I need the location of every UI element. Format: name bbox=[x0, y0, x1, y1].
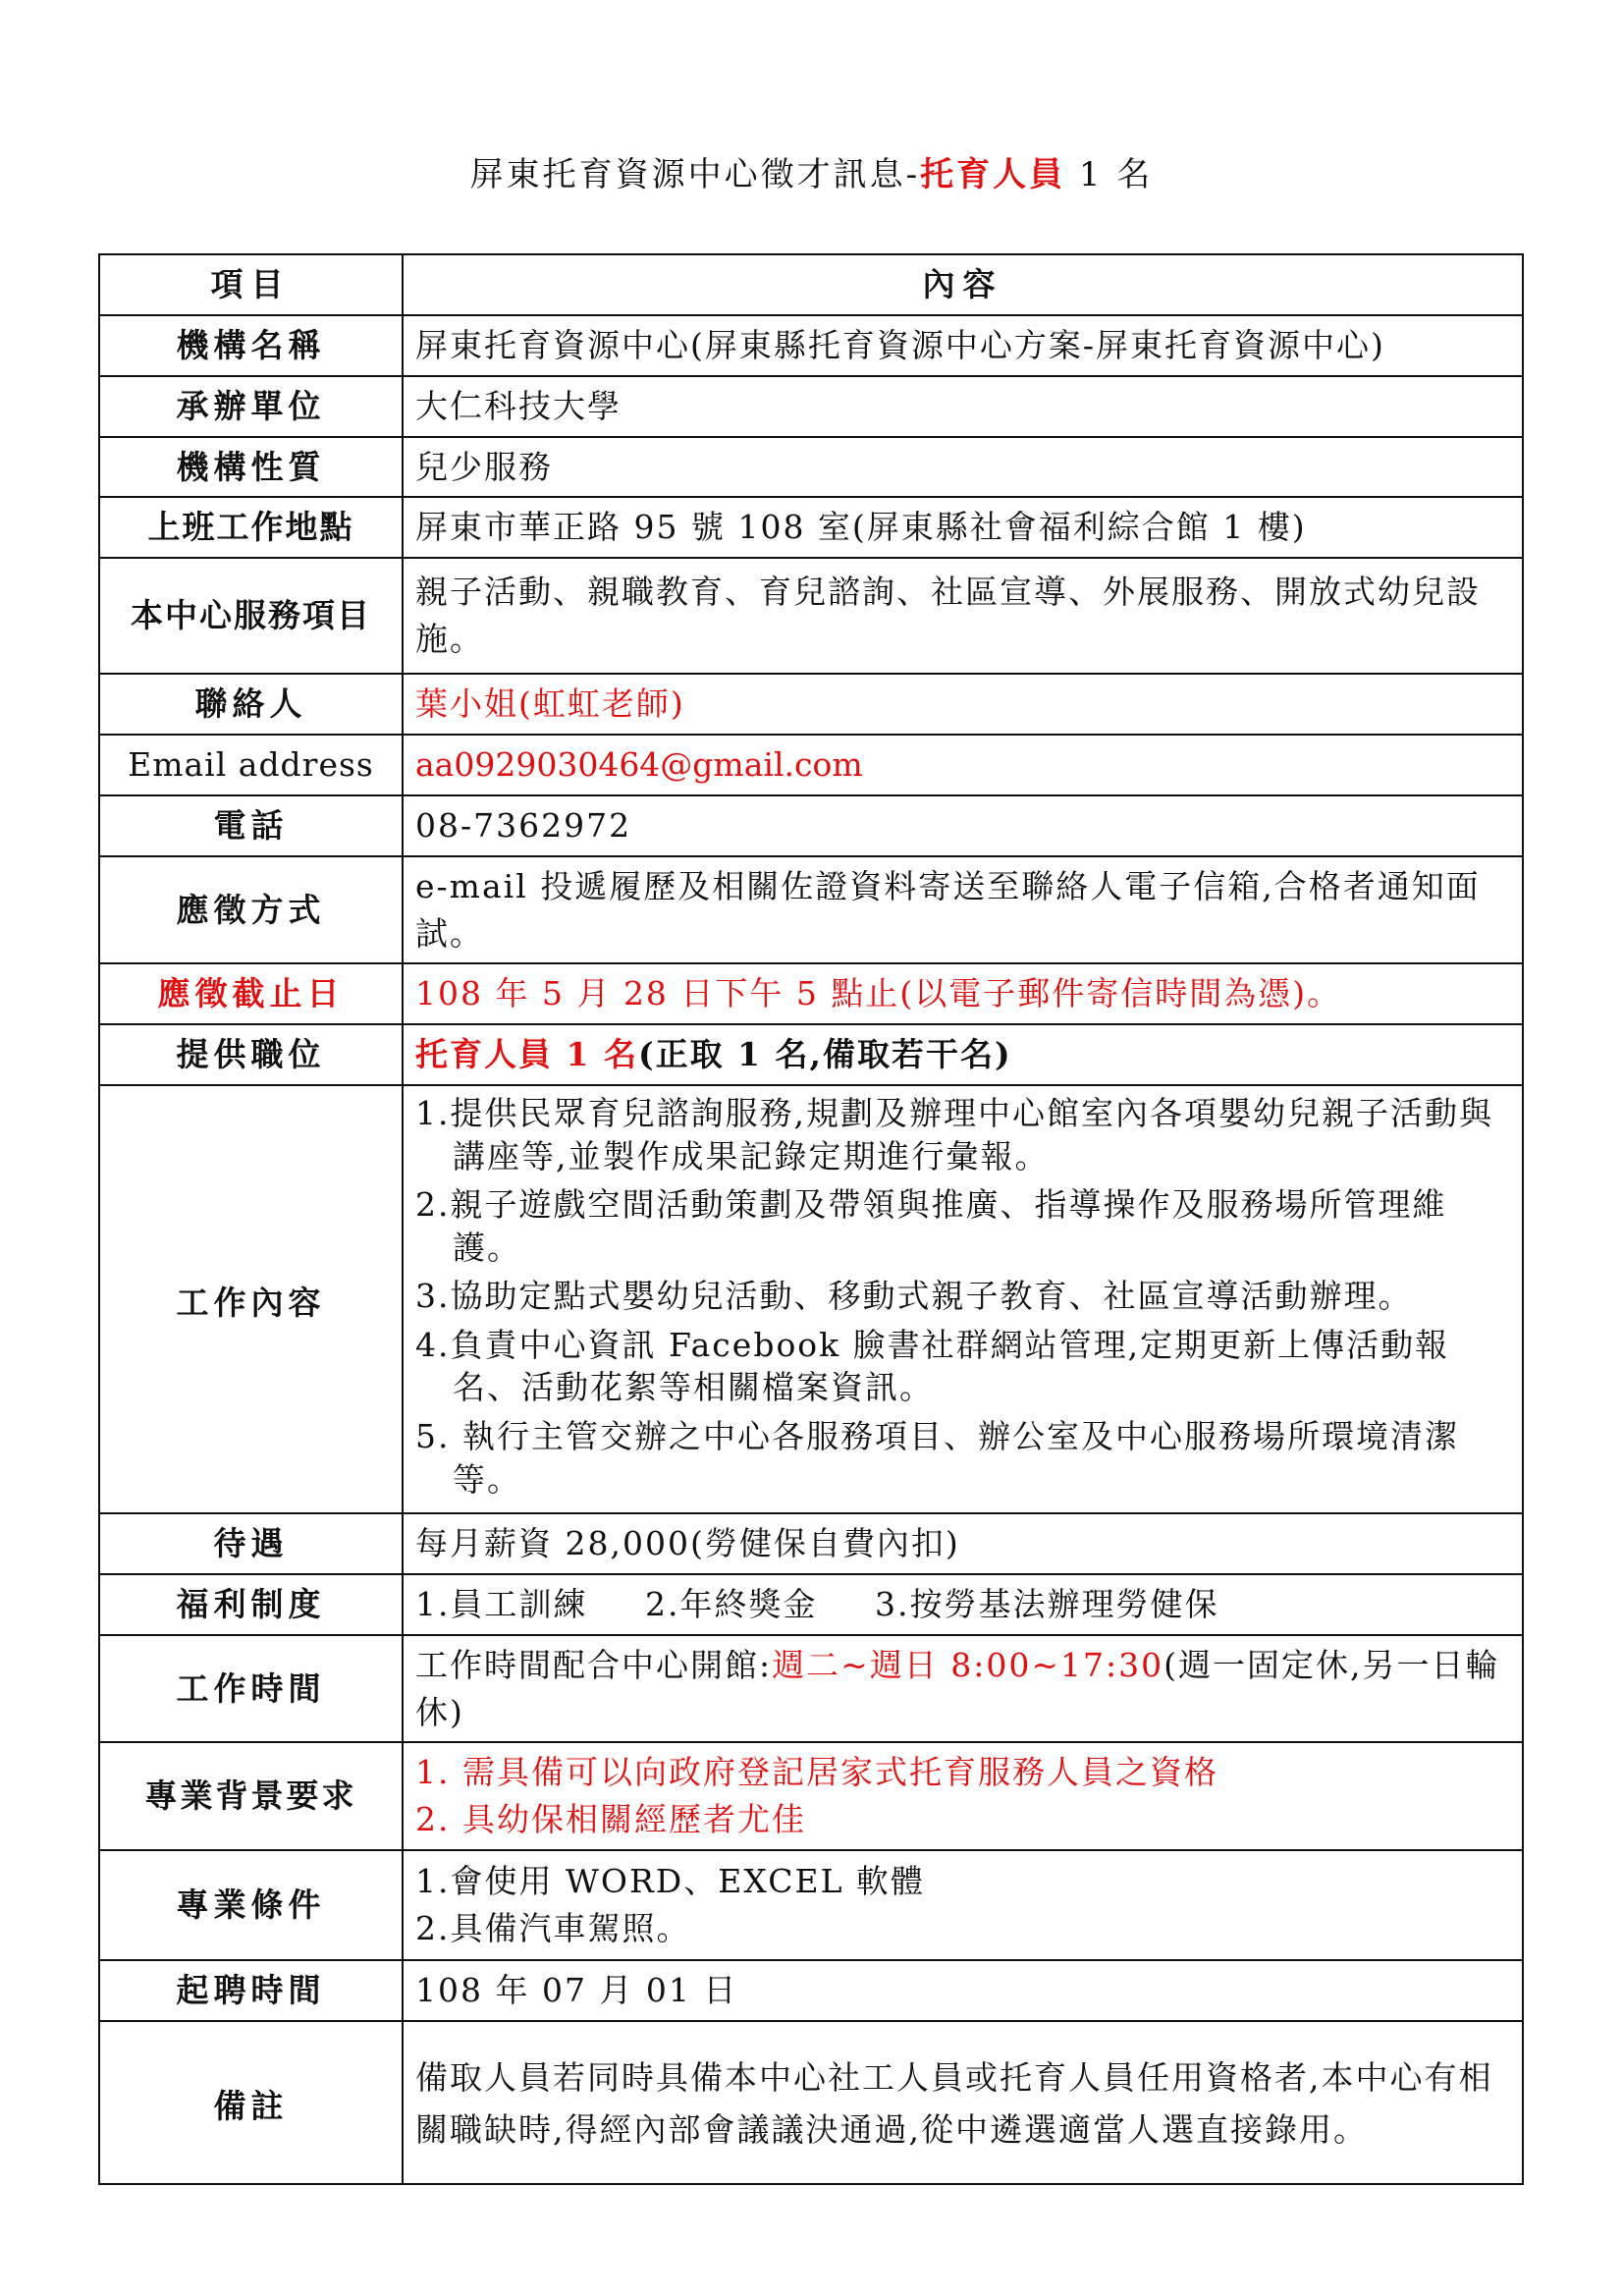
row-services bbox=[99, 558, 1523, 674]
value-apply: e-mail 投遞履歷及相關佐證資料寄送至聯絡人電子信箱,合格者通知面試。 bbox=[403, 856, 1523, 964]
value-org-type: 兒少服務 bbox=[403, 437, 1523, 498]
label-email: Email address bbox=[99, 735, 403, 795]
hours-suffix: (週一固定休,另一日輪休) bbox=[415, 1645, 1500, 1731]
benefit-item: 3.按勞基法辦理勞健保 bbox=[875, 1584, 1219, 1623]
duty-item: 1.提供民眾育兒諮詢服務,規劃及辦理中心館室內各項嬰幼兒親子活動與講座等,並製作成果記錄定期進行彙報。 bbox=[415, 1094, 1493, 1175]
hours-prefix: 工作時間配合中心開館: bbox=[415, 1645, 773, 1684]
value-email: aa0929030464@gmail.com bbox=[403, 735, 1523, 795]
skill-item: 2.具備汽車駕照。 bbox=[415, 1909, 691, 1948]
row-remarks bbox=[99, 2021, 1523, 2184]
label-start: 起聘時間 bbox=[99, 1960, 403, 2021]
value-contact: 葉小姐(虹虹老師) bbox=[403, 674, 1523, 735]
title-count: 1 名 bbox=[1078, 155, 1154, 194]
label-contact: 聯絡人 bbox=[99, 674, 403, 735]
row-duties bbox=[99, 1085, 1523, 1513]
row-apply bbox=[99, 856, 1523, 964]
value-duties bbox=[403, 1085, 1523, 1513]
row-benefits bbox=[99, 1574, 1523, 1635]
duties-list bbox=[415, 1092, 1510, 1501]
header-item: 項目 bbox=[99, 254, 403, 315]
skill-item: 1.會使用 WORD、EXCEL 軟體 bbox=[415, 1862, 925, 1901]
value-remarks: 備取人員若同時具備本中心社工人員或托育人員任用資格者,本中心有相關職缺時,得經內部會議議決通過,從中遴選適當人選直接錄用。 bbox=[403, 2021, 1523, 2184]
hours-schedule: 週二~週日 8:00~17:30 bbox=[772, 1645, 1164, 1684]
label-hours: 工作時間 bbox=[99, 1635, 403, 1743]
row-location bbox=[99, 497, 1523, 558]
label-location: 上班工作地點 bbox=[99, 497, 403, 558]
row-hours bbox=[99, 1635, 1523, 1743]
job-info-table bbox=[98, 253, 1524, 2185]
position-detail: (正取 1 名,備取若干名) bbox=[637, 1035, 1012, 1074]
duty-item: 3.協助定點式嬰幼兒活動、移動式親子教育、社區宣導活動辦理。 bbox=[415, 1277, 1413, 1316]
row-deadline bbox=[99, 963, 1523, 1024]
value-services: 親子活動、親職教育、育兒諮詢、社區宣導、外展服務、開放式幼兒設施。 bbox=[403, 558, 1523, 674]
label-salary: 待遇 bbox=[99, 1513, 403, 1574]
value-location: 屏東市華正路 95 號 108 室(屏東縣社會福利綜合館 1 樓) bbox=[403, 497, 1523, 558]
duty-item: 2.親子遊戲空間活動策劃及帶領與推廣、指導操作及服務場所管理維護。 bbox=[415, 1185, 1447, 1267]
value-skills bbox=[403, 1850, 1523, 1960]
header-content: 內容 bbox=[403, 254, 1523, 315]
label-organizer: 承辦單位 bbox=[99, 376, 403, 437]
benefit-item: 1.員工訓練 bbox=[415, 1584, 588, 1623]
label-org-type: 機構性質 bbox=[99, 437, 403, 498]
value-benefits bbox=[403, 1574, 1523, 1635]
value-start: 108 年 07 月 01 日 bbox=[403, 1960, 1523, 2021]
value-hours bbox=[403, 1635, 1523, 1743]
label-remarks: 備註 bbox=[99, 2021, 403, 2184]
label-phone: 電話 bbox=[99, 795, 403, 856]
label-benefits: 福利制度 bbox=[99, 1574, 403, 1635]
benefit-item: 2.年終獎金 bbox=[645, 1584, 818, 1623]
value-deadline: 108 年 5 月 28 日下午 5 點止(以電子郵件寄信時間為憑)。 bbox=[403, 963, 1523, 1024]
value-background bbox=[403, 1742, 1523, 1850]
row-phone bbox=[99, 795, 1523, 856]
table-header-row bbox=[99, 254, 1523, 315]
label-services: 本中心服務項目 bbox=[99, 558, 403, 674]
row-contact bbox=[99, 674, 1523, 735]
title-main: 屏東托育資源中心徵才訊息- bbox=[469, 155, 921, 194]
value-organizer: 大仁科技大學 bbox=[403, 376, 1523, 437]
background-item: 2. 具幼保相關經歷者尤佳 bbox=[415, 1800, 806, 1839]
row-email bbox=[99, 735, 1523, 795]
label-background: 專業背景要求 bbox=[99, 1742, 403, 1850]
title-highlight: 托育人員 bbox=[920, 155, 1066, 194]
row-position bbox=[99, 1024, 1523, 1085]
label-duties: 工作內容 bbox=[99, 1085, 403, 1513]
background-item: 1. 需具備可以向政府登記居家式托育服務人員之資格 bbox=[415, 1753, 1218, 1792]
duty-item: 4.負責中心資訊 Facebook 臉書社群網站管理,定期更新上傳活動報名、活動花絮等相關檔案資訊。 bbox=[415, 1325, 1450, 1407]
row-salary bbox=[99, 1513, 1523, 1574]
label-org-name: 機構名稱 bbox=[99, 315, 403, 376]
row-organizer bbox=[99, 376, 1523, 437]
row-skills bbox=[99, 1850, 1523, 1960]
label-position: 提供職位 bbox=[99, 1024, 403, 1085]
label-skills: 專業條件 bbox=[99, 1850, 403, 1960]
duty-item: 5. 執行主管交辦之中心各服務項目、辦公室及中心服務場所環境清潔等。 bbox=[415, 1416, 1459, 1499]
page-title bbox=[0, 147, 1623, 195]
row-start bbox=[99, 1960, 1523, 2021]
value-org-name: 屏東托育資源中心(屏東縣托育資源中心方案-屏東托育資源中心) bbox=[403, 315, 1523, 376]
row-org-name bbox=[99, 315, 1523, 376]
value-position bbox=[403, 1024, 1523, 1085]
row-org-type bbox=[99, 437, 1523, 498]
position-title: 托育人員 1 名 bbox=[415, 1035, 638, 1074]
label-deadline: 應徵截止日 bbox=[99, 963, 403, 1024]
label-apply: 應徵方式 bbox=[99, 856, 403, 964]
value-phone: 08-7362972 bbox=[403, 795, 1523, 856]
value-salary: 每月薪資 28,000(勞健保自費內扣) bbox=[403, 1513, 1523, 1574]
row-background bbox=[99, 1742, 1523, 1850]
